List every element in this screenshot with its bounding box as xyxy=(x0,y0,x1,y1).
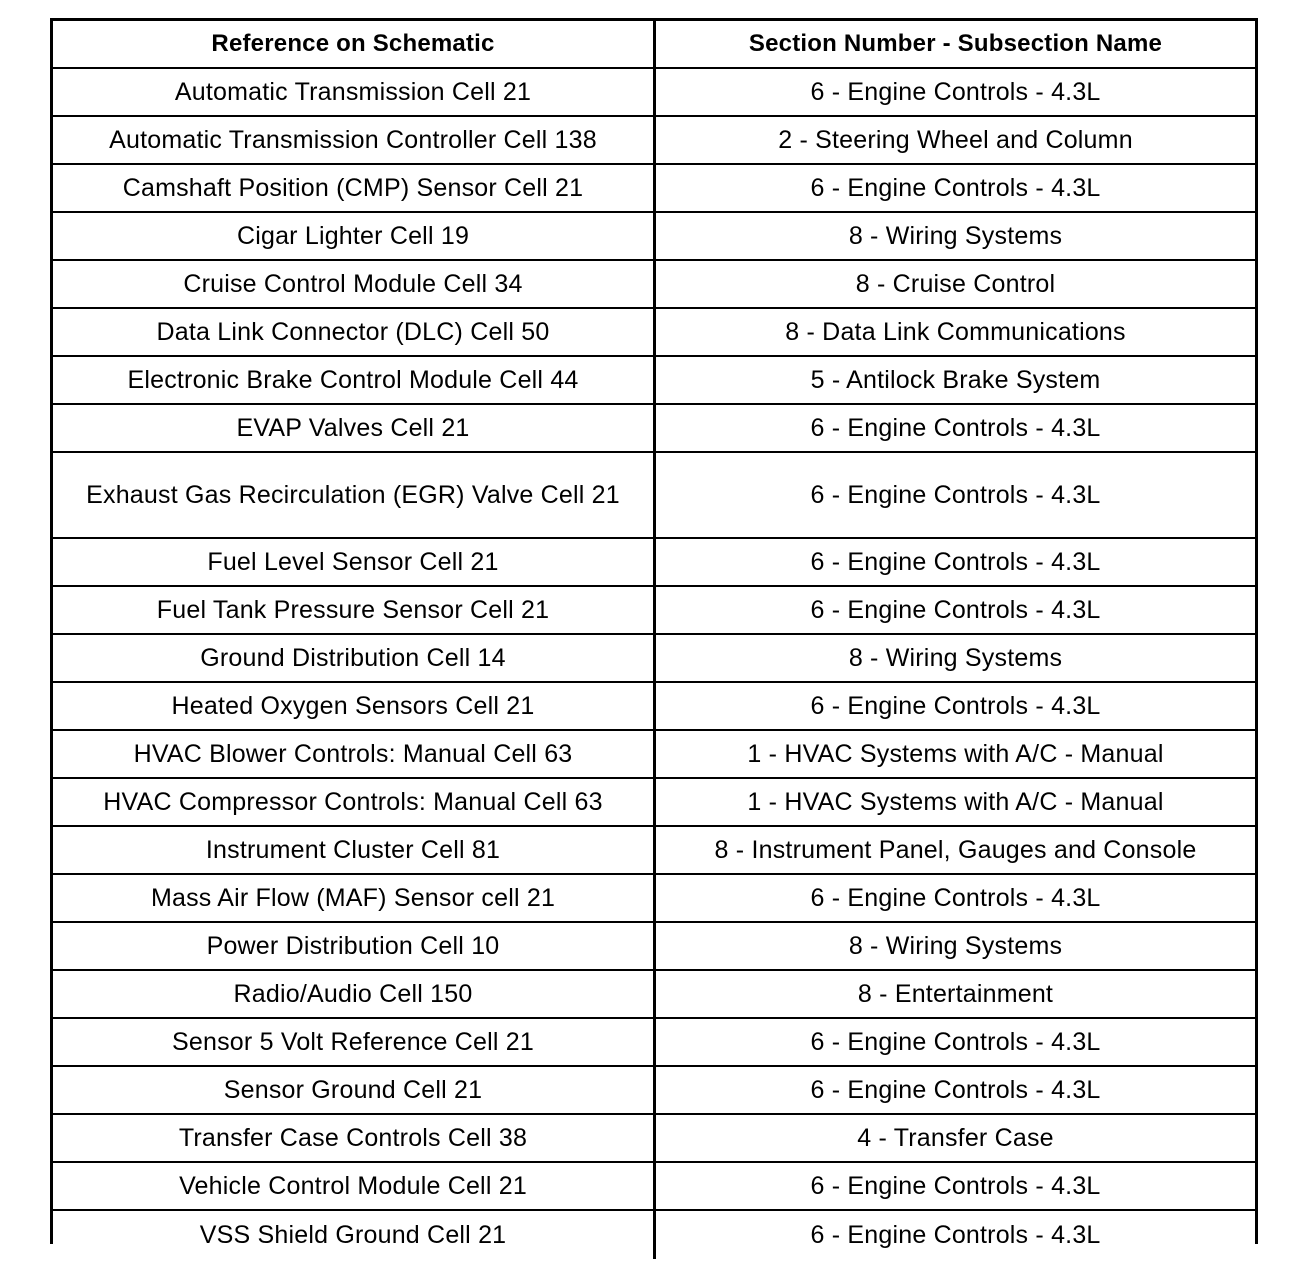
table-cell-section: 8 - Wiring Systems xyxy=(656,213,1255,261)
table-cell-section: 2 - Steering Wheel and Column xyxy=(656,117,1255,165)
table-cell-section: 6 - Engine Controls - 4.3L xyxy=(656,69,1255,117)
table-cell-reference: EVAP Valves Cell 21 xyxy=(53,405,656,453)
table-cell-section: 8 - Instrument Panel, Gauges and Console xyxy=(656,827,1255,875)
table-cell-reference: VSS Shield Ground Cell 21 xyxy=(53,1211,656,1259)
table-cell-reference: Ground Distribution Cell 14 xyxy=(53,635,656,683)
table-cell-reference: Cruise Control Module Cell 34 xyxy=(53,261,656,309)
table-cell-section: 1 - HVAC Systems with A/C - Manual xyxy=(656,779,1255,827)
table-cell-section: 8 - Wiring Systems xyxy=(656,635,1255,683)
schematic-reference-table xyxy=(50,18,1258,1249)
table-cell-reference: Sensor Ground Cell 21 xyxy=(53,1067,656,1115)
table-cell-section: 6 - Engine Controls - 4.3L xyxy=(656,165,1255,213)
table-cell-section: 5 - Antilock Brake System xyxy=(656,357,1255,405)
column-header-section: Section Number - Subsection Name xyxy=(656,21,1255,69)
table-cell-reference: Vehicle Control Module Cell 21 xyxy=(53,1163,656,1211)
table-cell-section: 6 - Engine Controls - 4.3L xyxy=(656,405,1255,453)
table-cell-reference: Transfer Case Controls Cell 38 xyxy=(53,1115,656,1163)
table-cell-reference: Data Link Connector (DLC) Cell 50 xyxy=(53,309,656,357)
table-cell-section: 8 - Data Link Communications xyxy=(656,309,1255,357)
table-cell-reference: Fuel Tank Pressure Sensor Cell 21 xyxy=(53,587,656,635)
table-cell-reference: Electronic Brake Control Module Cell 44 xyxy=(53,357,656,405)
table-cell-section: 6 - Engine Controls - 4.3L xyxy=(810,1221,1101,1249)
table-cell-section: 6 - Engine Controls - 4.3L xyxy=(656,1019,1255,1067)
table-cell-section: 1 - HVAC Systems with A/C - Manual xyxy=(656,731,1255,779)
table-cell-reference: Mass Air Flow (MAF) Sensor cell 21 xyxy=(53,875,656,923)
table-cell-section: 6 - Engine Controls - 4.3L xyxy=(656,1163,1255,1211)
table-cell-reference: Power Distribution Cell 10 xyxy=(53,923,656,971)
table-cell-section: 8 - Wiring Systems xyxy=(656,923,1255,971)
table-cell-reference: Radio/Audio Cell 150 xyxy=(53,971,656,1019)
table-cell-reference: Automatic Transmission Controller Cell 138 xyxy=(53,117,656,165)
table-cell-section: 4 - Transfer Case xyxy=(656,1115,1255,1163)
table-cell-reference: Automatic Transmission Cell 21 xyxy=(53,69,656,117)
table-cell-section: 6 - Engine Controls - 4.3L xyxy=(656,587,1255,635)
table-cell-section: 6 - Engine Controls - 4.3L xyxy=(656,683,1255,731)
table-cell-reference: Sensor 5 Volt Reference Cell 21 xyxy=(53,1019,656,1067)
table-cell-reference: Instrument Cluster Cell 81 xyxy=(53,827,656,875)
table-cell-section: 6 - Engine Controls - 4.3L xyxy=(656,875,1255,923)
table-cell-section: 6 - Engine Controls - 4.3L xyxy=(656,1067,1255,1115)
table-cell-section: 6 - Engine Controls - 4.3L xyxy=(656,453,1255,539)
table-cell-reference: Heated Oxygen Sensors Cell 21 xyxy=(53,683,656,731)
table-cell-section: 6 - Engine Controls - 4.3L xyxy=(656,539,1255,587)
table-cell-reference: HVAC Compressor Controls: Manual Cell 63 xyxy=(53,779,656,827)
table-cell-section: 8 - Entertainment xyxy=(656,971,1255,1019)
table-cell-reference: HVAC Blower Controls: Manual Cell 63 xyxy=(53,731,656,779)
table-cell-reference: Fuel Level Sensor Cell 21 xyxy=(53,539,656,587)
table-cell-reference: Cigar Lighter Cell 19 xyxy=(53,213,656,261)
table-cell-reference: Exhaust Gas Recirculation (EGR) Valve Cell 21 xyxy=(53,453,656,539)
column-header-reference: Reference on Schematic xyxy=(53,21,656,69)
table-cell-section: 8 - Cruise Control xyxy=(656,261,1255,309)
table-cell-reference: Camshaft Position (CMP) Sensor Cell 21 xyxy=(53,165,656,213)
